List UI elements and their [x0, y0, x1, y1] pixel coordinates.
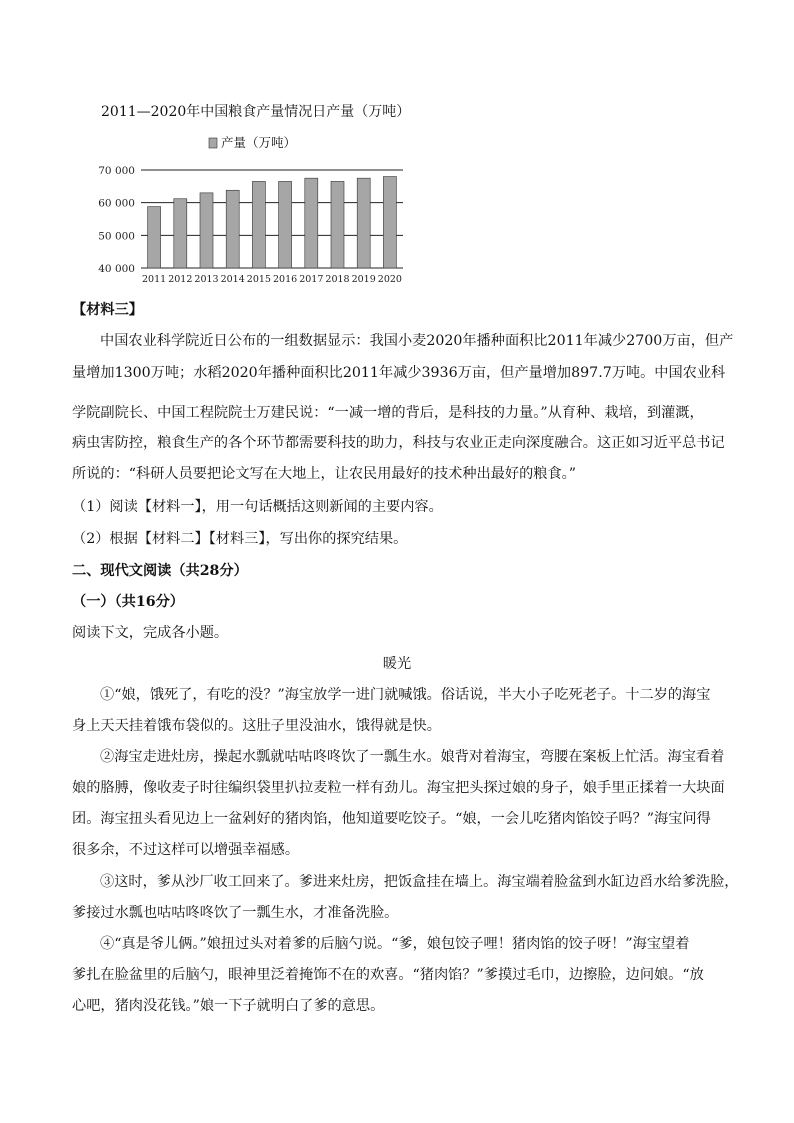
- bar: [174, 199, 187, 268]
- bar: [383, 177, 396, 268]
- legend-swatch: [209, 138, 217, 148]
- instruction: 阅读下文，完成各小题。: [72, 625, 229, 641]
- story-line: ④“真是爷儿俩。”娘扭过头对着爹的后脑勺说。“爹，娘包饺子哩！猪肉馅的饺子呀！”海宝望着: [100, 936, 690, 952]
- story-line: 爹扎在脸盆里的后脑勺，眼神里泛着掩饰不在的欢喜。“猪肉馅？”爹摸过毛巾，边擦脸，边问娘。“放: [72, 967, 704, 983]
- y-tick-label: 70 000: [98, 165, 135, 177]
- material3-line: 病虫害防控，粮食生产的各个环节都需要科技的助力，科技与农业正走向深度融合。这正如习近平总书记: [72, 435, 725, 451]
- x-tick-label: 2019: [351, 274, 376, 285]
- story-line: 娘的胳膊，像收麦子时往编织袋里扒拉麦粒一样有劲儿。海宝把头探过娘的身子，娘手里正揉着一大块面: [72, 780, 725, 796]
- bar: [357, 178, 370, 268]
- story-line: 心吧，猪肉没花钱。”娘一下子就明白了爹的意思。: [72, 998, 385, 1014]
- bar: [200, 193, 213, 268]
- bar-chart: [80, 128, 410, 293]
- x-tick-label: 2015: [246, 274, 271, 285]
- story-line: ③这时，爹从沙厂收工回来了。爹进来灶房，把饭盒挂在墙上。海宝端着脸盆到水缸边舀水给爹洗脸，: [100, 874, 739, 890]
- material3-line: 量增加1300万吨；水稻2020年播种面积比2011年减少3936万亩，但产量增加897.7万吨。中国农业科: [72, 365, 726, 381]
- bar: [331, 181, 344, 268]
- bar: [148, 207, 161, 268]
- material3-line: 学院副院长、中国工程院院士万建民说：“一减一增的背后，是科技的力量。”从育种、栽培，到灌溉，: [72, 405, 704, 421]
- part-heading: （一）（共16分）: [72, 594, 184, 610]
- chart-legend: [209, 135, 296, 150]
- section-heading: 二、现代文阅读（共28分）: [72, 563, 248, 579]
- bar: [252, 181, 265, 268]
- bar: [226, 190, 239, 268]
- x-tick-label: 2012: [168, 274, 193, 285]
- story-line: 身上天天挂着饿布袋似的。这肚子里没油水，饿得就是快。: [72, 718, 441, 734]
- legend-label: 产量（万吨）: [221, 135, 297, 150]
- story-line: 团。海宝扭头看见边上一盆剁好的猪肉馅，他知道要吃饺子。“娘，一会儿吃猪肉馅饺子吗？”海宝问得: [72, 811, 711, 827]
- chart-title: 2011—2020年中国粮食产量情况日产量（万吨）: [101, 104, 411, 120]
- question-2: （2）根据【材料二】【材料三】，写出你的探究结果。: [72, 531, 408, 547]
- x-tick-label: 2020: [377, 274, 402, 285]
- story-line: ②海宝走进灶房，操起水瓢就咕咕咚咚饮了一瓢生水。娘背对着海宝，弯腰在案板上忙活。海宝看着: [100, 749, 725, 765]
- story-line: 爹接过水瓢也咕咕咚咚饮了一瓢生水，才准备洗脸。: [72, 905, 399, 921]
- bar: [279, 181, 292, 268]
- x-tick-label: 2013: [194, 274, 219, 285]
- y-tick-label: 60 000: [98, 197, 135, 210]
- material3-line: 所说的：“科研人员要把论文写在大地上，让农民用最好的技术种出最好的粮食。”: [72, 466, 576, 482]
- x-tick-label: 2011: [142, 274, 167, 285]
- y-tick-label: 40 000: [98, 263, 135, 275]
- story-title: 暖光: [382, 656, 412, 672]
- y-tick-label: 50 000: [98, 230, 135, 243]
- x-tick-label: 2016: [273, 274, 298, 285]
- material3-line: 中国农业科学院近日公布的一组数据显示：我国小麦2020年播种面积比2011年减少2700万亩，但产: [100, 333, 734, 349]
- story-line: 很多余，不过这样可以增强幸福感。: [72, 842, 300, 858]
- story-line: ①“娘，饿死了，有吃的没？”海宝放学一进门就喊饿。俗话说，半大小子吃死老子。十二岁的海宝: [100, 687, 711, 703]
- x-tick-label: 2017: [299, 274, 324, 285]
- x-tick-label: 2018: [325, 274, 350, 285]
- question-1: （1）阅读【材料一】，用一句话概括这则新闻的主要内容。: [72, 499, 443, 515]
- bar: [305, 178, 318, 268]
- x-tick-label: 2014: [220, 274, 245, 285]
- material3-heading: 【材料三】: [72, 302, 143, 318]
